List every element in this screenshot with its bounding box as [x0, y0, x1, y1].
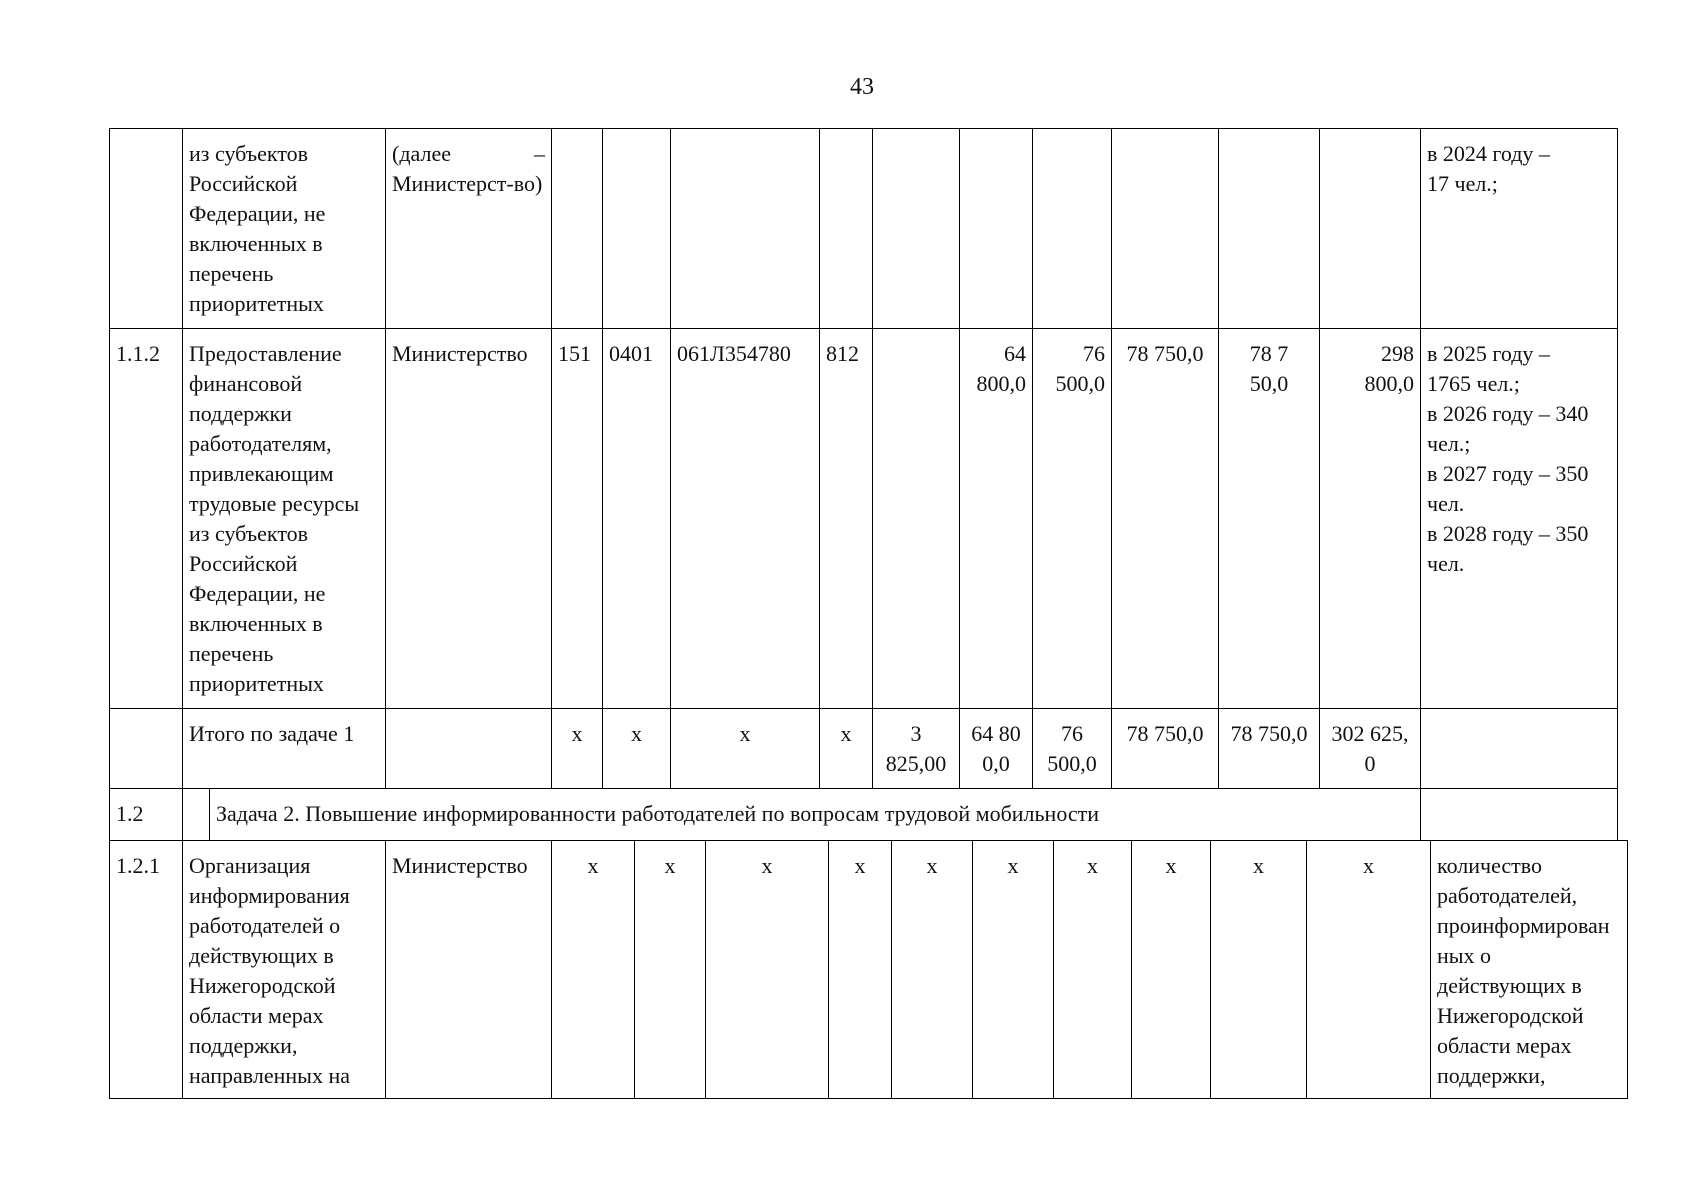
cell-y2024: x [892, 841, 973, 1099]
cell-num [110, 129, 183, 329]
cell-indicator: в 2024 году – 17 чел.; [1421, 129, 1618, 329]
table-row-continuation [110, 129, 1618, 329]
cell-y2024 [873, 329, 960, 709]
table-row-task-2 [110, 789, 1618, 841]
cell-grbs [552, 129, 603, 329]
cell-indicator: в 2025 году – 1765 чел.; в 2026 году – 340 чел.; в 2027 году – 350 чел. в 2028 году – 350 чел. [1421, 329, 1618, 709]
cell-y2028: 78 7 50,0 [1219, 329, 1320, 709]
executor-line: (далее – [392, 141, 545, 166]
cell-indicator [1421, 789, 1618, 841]
cell-rzpr: 0401 [603, 329, 671, 709]
cell-total [1320, 129, 1421, 329]
cell-y2027 [1112, 129, 1219, 329]
page-number: 43 [850, 74, 874, 100]
cell-csr: x [706, 841, 829, 1099]
cell-num: 1.2.1 [110, 841, 183, 1099]
task2-header-table [109, 788, 1618, 841]
cell-indicator: количество работодателей, проинформированных о действующих в Нижегородской области мерах поддержки, [1431, 841, 1628, 1099]
cell-grbs: x [552, 709, 603, 789]
cell-num [110, 709, 183, 789]
cell-y2027: x [1132, 841, 1211, 1099]
cell-measure-name: Организация информирования работодателей о действующих в Нижегородской области мерах поддержки, направленных на [183, 841, 386, 1099]
cell-y2028: x [1211, 841, 1307, 1099]
cell-executor: Министерство [386, 841, 552, 1099]
cell-vr: x [820, 709, 873, 789]
cell-y2026: x [1054, 841, 1132, 1099]
cell-y2027: 78 750,0 [1112, 709, 1219, 789]
cell-y2027: 78 750,0 [1112, 329, 1219, 709]
table-row-1-1-2 [110, 329, 1618, 709]
cell-executor: Министерство [386, 329, 552, 709]
cell-rzpr: x [603, 709, 671, 789]
cell-y2025: x [973, 841, 1054, 1099]
cell-executor [386, 129, 552, 329]
cell-spacer [183, 789, 210, 841]
cell-num: 1.1.2 [110, 329, 183, 709]
task-2-title: Задача 2. Повышение информированности работодателей по вопросам трудовой мобильности [210, 789, 1421, 841]
cell-y2026: 76 500,0 [1033, 709, 1112, 789]
cell-y2024 [873, 129, 960, 329]
budget-table-lower [109, 840, 1628, 1099]
cell-y2025: 64 800,0 [960, 329, 1033, 709]
cell-executor [386, 709, 552, 789]
table-row-1-2-1 [110, 841, 1628, 1099]
executor-line: Министерст-во) [392, 171, 543, 196]
cell-measure-name: из субъектов Российской Федерации, не включенных в перечень приоритетных [183, 129, 386, 329]
cell-grbs: x [552, 841, 635, 1099]
cell-csr [671, 129, 820, 329]
cell-vr: 812 [820, 329, 873, 709]
cell-y2025 [960, 129, 1033, 329]
cell-y2028 [1219, 129, 1320, 329]
cell-csr: 061Л354780 [671, 329, 820, 709]
cell-num: 1.2 [110, 789, 183, 841]
cell-total: x [1307, 841, 1431, 1099]
cell-rzpr: x [635, 841, 706, 1099]
table-row-total-task-1 [110, 709, 1618, 789]
cell-grbs: 151 [552, 329, 603, 709]
cell-indicator [1421, 709, 1618, 789]
cell-csr: x [671, 709, 820, 789]
cell-vr [820, 129, 873, 329]
cell-y2025: 64 80 0,0 [960, 709, 1033, 789]
cell-measure-name: Итого по задаче 1 [183, 709, 386, 789]
cell-rzpr [603, 129, 671, 329]
budget-table-upper [109, 128, 1618, 789]
cell-y2024: 3 825,00 [873, 709, 960, 789]
cell-total: 298 800,0 [1320, 329, 1421, 709]
cell-y2026 [1033, 129, 1112, 329]
cell-total: 302 625, 0 [1320, 709, 1421, 789]
cell-y2026: 76 500,0 [1033, 329, 1112, 709]
cell-measure-name: Предоставление финансовой поддержки работодателям, привлекающим трудовые ресурсы из субъектов Российской Федерации, не включенных в перечень приоритетных [183, 329, 386, 709]
cell-vr: x [829, 841, 892, 1099]
cell-y2028: 78 750,0 [1219, 709, 1320, 789]
